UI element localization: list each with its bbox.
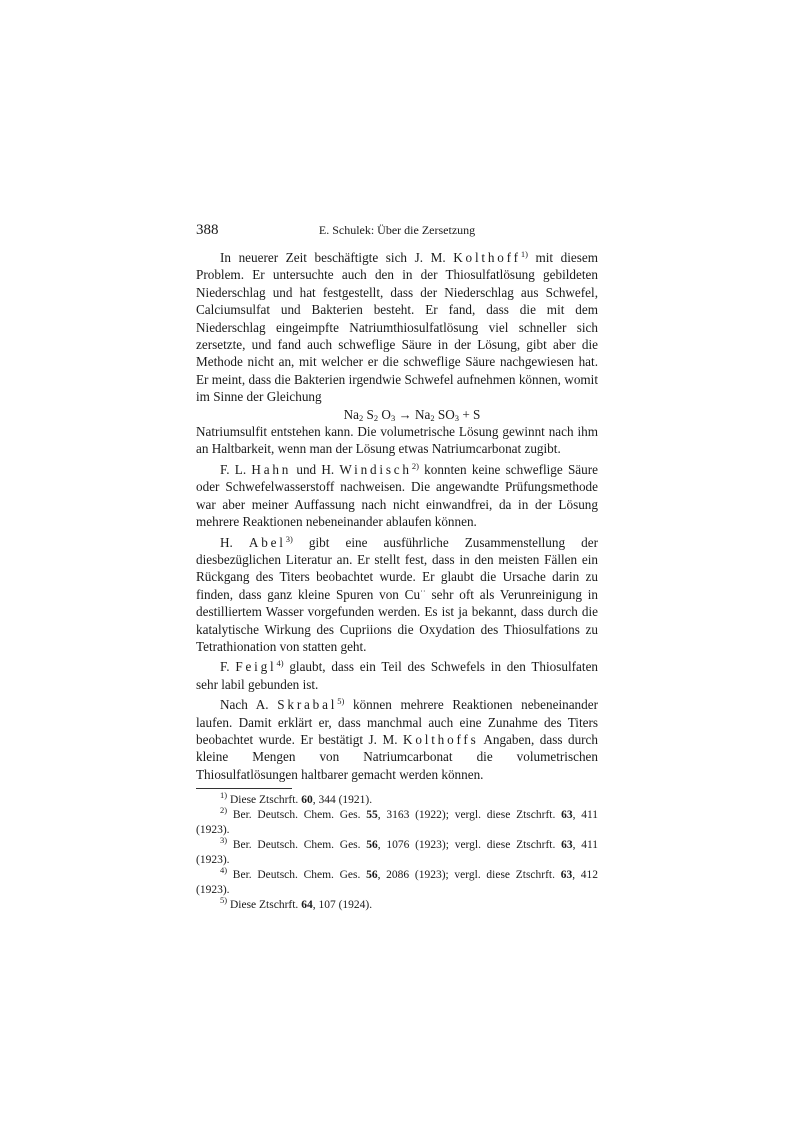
author-name: Feigl bbox=[235, 659, 277, 675]
footnote-ref: 1) bbox=[520, 249, 528, 259]
paragraph-2: F. L. Hahn und H. Windisch$^{2)}$ konnten keine schweflige Säure oder Schwefelwasserstoff nachweisen. Die angewandte Prüfungsmethode war aber meiner Auffassung nach nicht einwandfrei, da in der Lösung mehrere Reaktionen nebeneinander ablaufen können. bbox=[196, 460, 598, 530]
running-title: E. Schulek: Über die Zersetzung bbox=[318, 223, 476, 237]
page-number: 388 bbox=[196, 222, 219, 238]
paragraph-4: F. Feigl$^{4)}$ glaubt, dass ein Teil des Schwefels in den Thiosulfaten sehr labil gebunden ist. bbox=[196, 658, 599, 692]
author-name: Abel bbox=[248, 534, 286, 550]
paragraph-1: In neuerer Zeit beschäftigte sich J. M. Kolthoff$^{1)}$ mit diesem Problem. Er untersuchte auch den in der Thiosulfatlösung gebildeten Niederschlag und hat festgestellt, dass der Niederschlag aus Schwefel, Calciumsulfat und Bakterien besteht. Er fand, dass die mit dem Niederschlag eingeimpfte Natriumthiosulfatlösung viel schneller sich zersetzte, und fand auch schweflige Säure in der Lösung, gibt aber die Methode nicht an, mit welcher er die schweflige Säure nachgewiesen hat. Er meint, dass die Bakterien irgendwie Schwefel aufnehmen können, womit im Sinne der Gleichung bbox=[196, 249, 599, 405]
paragraph-3: H. Abel$^{3)}$ gibt eine ausführliche Zusammenstellung der diesbezüglichen Literatur an. Er stellt fest, dass in den meisten Fällen ein Rückgang des Titers beobachtet wurde. Er glaubt die Ursache darin zu finden, dass ganz kleine Spuren von Cu·· sehr oft als Verunreinigung in destilliertem Wasser vorgefunden werden. Es ist ja bekannt, dass durch die katalytische Wirkung des Cupriions die Oxydation des Thiosulfations zu Tetrathionation von statten geht. bbox=[196, 533, 598, 654]
footnote-5: $^{5)}$ Diese Ztschrft. 64, 107 (1924). bbox=[220, 895, 373, 912]
page bbox=[196, 222, 598, 913]
author-name: Windisch bbox=[339, 461, 412, 477]
author-name: Hahn bbox=[251, 461, 292, 477]
author-name: Skrabal bbox=[277, 697, 338, 713]
paragraph-1-continued: Natriumsulfit entstehen kann. Die volumetrische Lösung gewinnt nach ihm an Haltbarkeit, wenn man der Lösung etwas Natriumcarbonat zugibt. bbox=[196, 424, 598, 457]
body-text bbox=[196, 249, 598, 783]
footnotes bbox=[196, 790, 599, 913]
footnote-ref: 2) bbox=[411, 460, 419, 471]
footnote-ref: 5) bbox=[337, 696, 345, 707]
footnote-ref: 4) bbox=[276, 658, 284, 669]
page-header bbox=[196, 222, 598, 240]
paragraph-5: Nach A. Skrabal$^{5)}$ können mehrere Reaktionen nebeneinander laufen. Damit erklärt er, dass manchmal auch eine Zunahme des Titers beobachtet wurde. Er bestätigt J. M. Kolthoffs Angaben, dass durch kleine Mengen von Natriumcarbonat die volumetrischen Thiosulfatlösungen haltbarer gemacht werden können. bbox=[196, 696, 599, 782]
footnote-divider bbox=[196, 788, 292, 789]
author-name: Kolthoff bbox=[453, 250, 521, 265]
footnote-3: $^{3)}$ Ber. Deutsch. Chem. Ges. 56, 1076 (1923); vergl. diese Ztschrft. 63, 411 (1923). bbox=[196, 835, 599, 867]
footnote-ref: 3) bbox=[285, 533, 293, 544]
footnote-2: $^{2)}$ Ber. Deutsch. Chem. Ges. 55, 3163 (1922); vergl. diese Ztschrft. 63, 411 (1923). bbox=[196, 805, 599, 837]
footnote-1: $^{1)}$ Diese Ztschrft. 60, 344 (1921). bbox=[220, 790, 373, 807]
footnote-4: $^{4)}$ Ber. Deutsch. Chem. Ges. 56, 2086 (1923); vergl. diese Ztschrft. 63, 412 (1923). bbox=[196, 865, 599, 897]
author-name: Kolthoffs bbox=[403, 731, 479, 747]
equation: $Na_2$ $S_2$ $O_3 \to Na_2$ $SO_3 + S$ bbox=[343, 406, 481, 423]
